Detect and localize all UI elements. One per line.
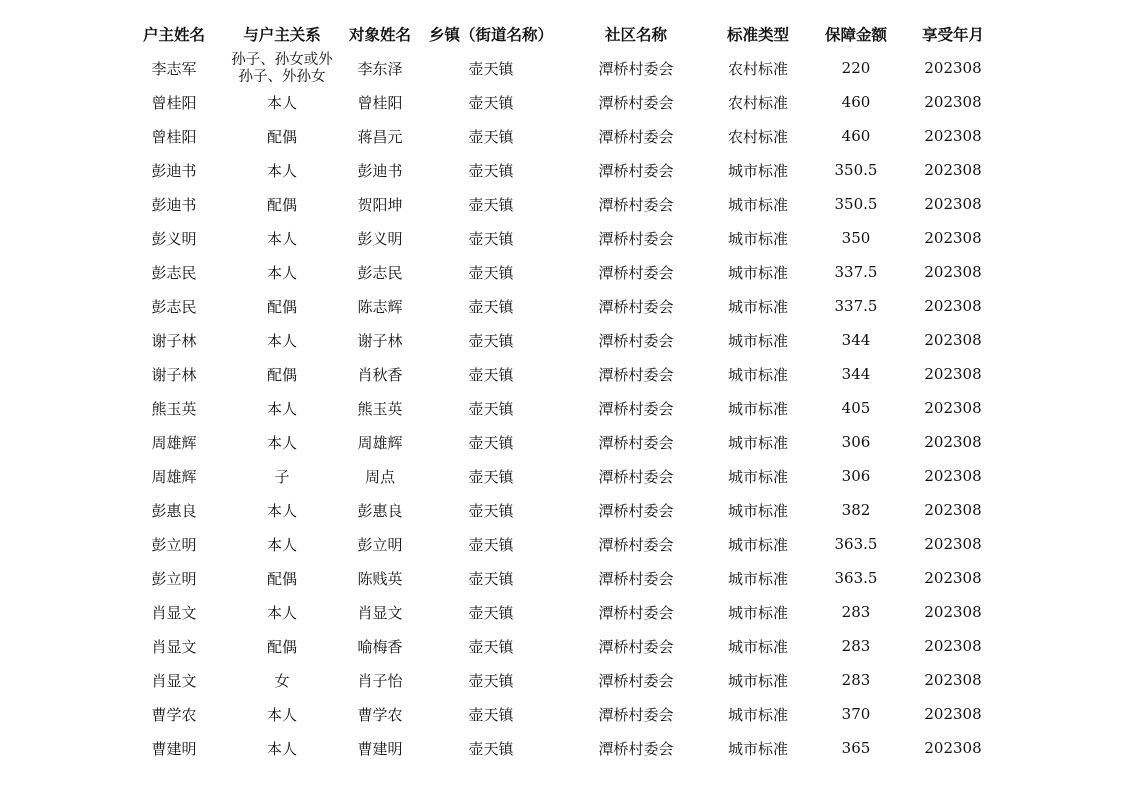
table-row <box>120 51 1020 85</box>
cell-period: 202308 <box>924 365 982 383</box>
table-row <box>120 357 1020 391</box>
table-row <box>120 289 1020 323</box>
cell-householder-name: 曾桂阳 <box>151 93 197 112</box>
cell-community: 潭桥村委会 <box>598 297 674 316</box>
table-row <box>120 119 1020 153</box>
table-row <box>120 527 1020 561</box>
cell-relation: 配偶 <box>266 297 297 316</box>
cell-standard-type: 城市标准 <box>727 433 788 452</box>
cell-community: 潭桥村委会 <box>598 59 674 78</box>
cell-amount: 337.5 <box>834 263 878 281</box>
table-row <box>120 391 1020 425</box>
cell-period: 202308 <box>924 399 982 417</box>
cell-amount: 405 <box>841 399 871 417</box>
cell-recipient-name: 周点 <box>364 467 395 486</box>
cell-town: 壶天镇 <box>468 637 514 656</box>
cell-community: 潭桥村委会 <box>598 535 674 554</box>
allowance-table <box>120 17 1020 765</box>
cell-community: 潭桥村委会 <box>598 433 674 452</box>
cell-amount: 460 <box>841 127 871 145</box>
cell-community: 潭桥村委会 <box>598 501 674 520</box>
cell-standard-type: 城市标准 <box>727 263 788 282</box>
table-row <box>120 85 1020 119</box>
cell-amount: 344 <box>841 331 871 349</box>
cell-relation: 本人 <box>266 263 297 282</box>
cell-recipient-name: 彭义明 <box>357 229 403 248</box>
cell-community: 潭桥村委会 <box>598 671 674 690</box>
cell-recipient-name: 曹学农 <box>357 705 403 724</box>
cell-town: 壶天镇 <box>468 467 514 486</box>
table-row <box>120 255 1020 289</box>
cell-community: 潭桥村委会 <box>598 93 674 112</box>
cell-householder-name: 肖显文 <box>151 637 197 656</box>
cell-householder-name: 曹建明 <box>151 739 197 758</box>
cell-standard-type: 城市标准 <box>727 569 788 588</box>
cell-community: 潭桥村委会 <box>598 637 674 656</box>
cell-period: 202308 <box>924 297 982 315</box>
cell-householder-name: 彭志民 <box>151 263 197 282</box>
cell-town: 壶天镇 <box>468 195 514 214</box>
cell-period: 202308 <box>924 229 982 247</box>
cell-town: 壶天镇 <box>468 127 514 146</box>
cell-town: 壶天镇 <box>468 229 514 248</box>
cell-standard-type: 农村标准 <box>727 93 788 112</box>
cell-standard-type: 城市标准 <box>727 195 788 214</box>
cell-period: 202308 <box>924 127 982 145</box>
cell-town: 壶天镇 <box>468 331 514 350</box>
cell-period: 202308 <box>924 195 982 213</box>
cell-recipient-name: 曹建明 <box>357 739 403 758</box>
cell-relation: 女 <box>274 671 290 690</box>
cell-standard-type: 城市标准 <box>727 467 788 486</box>
cell-standard-type: 农村标准 <box>727 127 788 146</box>
table-row <box>120 425 1020 459</box>
cell-amount: 363.5 <box>834 535 878 553</box>
cell-householder-name: 谢子林 <box>151 365 197 384</box>
cell-recipient-name: 彭迪书 <box>357 161 403 180</box>
cell-relation: 子 <box>274 467 290 486</box>
table-body <box>120 51 1020 765</box>
cell-householder-name: 彭立明 <box>151 569 197 588</box>
cell-amount: 350.5 <box>834 195 878 213</box>
cell-period: 202308 <box>924 433 982 451</box>
cell-householder-name: 彭立明 <box>151 535 197 554</box>
cell-householder-name: 肖显文 <box>151 671 197 690</box>
cell-period: 202308 <box>924 161 982 179</box>
cell-relation: 本人 <box>266 399 297 418</box>
cell-town: 壶天镇 <box>468 569 514 588</box>
cell-relation: 本人 <box>266 501 297 520</box>
cell-amount: 283 <box>841 637 871 655</box>
cell-period: 202308 <box>924 535 982 553</box>
cell-town: 壶天镇 <box>468 297 514 316</box>
cell-community: 潭桥村委会 <box>598 739 674 758</box>
table-row <box>120 459 1020 493</box>
cell-period: 202308 <box>924 569 982 587</box>
cell-recipient-name: 曾桂阳 <box>357 93 403 112</box>
cell-standard-type: 城市标准 <box>727 705 788 724</box>
table-row <box>120 493 1020 527</box>
cell-standard-type: 城市标准 <box>727 603 788 622</box>
cell-community: 潭桥村委会 <box>598 195 674 214</box>
cell-relation: 本人 <box>266 229 297 248</box>
cell-community: 潭桥村委会 <box>598 569 674 588</box>
cell-recipient-name: 陈贱英 <box>357 569 403 588</box>
cell-relation <box>228 51 336 85</box>
cell-community: 潭桥村委会 <box>598 229 674 248</box>
header-community: 社区名称 <box>604 26 667 44</box>
cell-householder-name: 李志军 <box>151 59 197 78</box>
cell-amount: 344 <box>841 365 871 383</box>
cell-householder-name: 熊玉英 <box>151 399 197 418</box>
cell-relation-line2: 孙子、外孙女 <box>238 69 326 85</box>
cell-householder-name: 曾桂阳 <box>151 127 197 146</box>
cell-period: 202308 <box>924 263 982 281</box>
cell-householder-name: 彭迪书 <box>151 161 197 180</box>
cell-town: 壶天镇 <box>468 603 514 622</box>
cell-standard-type: 城市标准 <box>727 161 788 180</box>
cell-community: 潭桥村委会 <box>598 365 674 384</box>
table-row <box>120 629 1020 663</box>
table-row <box>120 323 1020 357</box>
cell-standard-type: 城市标准 <box>727 671 788 690</box>
cell-town: 壶天镇 <box>468 671 514 690</box>
cell-town: 壶天镇 <box>468 501 514 520</box>
cell-period: 202308 <box>924 93 982 111</box>
cell-recipient-name: 喻梅香 <box>357 637 403 656</box>
cell-recipient-name: 周雄辉 <box>357 433 403 452</box>
cell-standard-type: 城市标准 <box>727 739 788 758</box>
cell-standard-type: 城市标准 <box>727 399 788 418</box>
cell-recipient-name: 彭立明 <box>357 535 403 554</box>
cell-period: 202308 <box>924 467 982 485</box>
cell-community: 潭桥村委会 <box>598 603 674 622</box>
cell-community: 潭桥村委会 <box>598 399 674 418</box>
cell-period: 202308 <box>924 705 982 723</box>
cell-relation: 本人 <box>266 603 297 622</box>
cell-householder-name: 彭迪书 <box>151 195 197 214</box>
cell-amount: 283 <box>841 603 871 621</box>
cell-recipient-name: 谢子林 <box>357 331 403 350</box>
cell-period: 202308 <box>924 603 982 621</box>
cell-community: 潭桥村委会 <box>598 263 674 282</box>
cell-householder-name: 周雄辉 <box>151 467 197 486</box>
cell-amount: 363.5 <box>834 569 878 587</box>
cell-householder-name: 周雄辉 <box>151 433 197 452</box>
cell-amount: 370 <box>841 705 871 723</box>
table-row <box>120 731 1020 765</box>
header-recipient-name: 对象姓名 <box>348 26 411 44</box>
cell-recipient-name: 肖显文 <box>357 603 403 622</box>
cell-amount: 365 <box>841 739 871 757</box>
cell-amount: 350.5 <box>834 161 878 179</box>
cell-recipient-name: 肖子怡 <box>357 671 403 690</box>
cell-amount: 306 <box>841 433 871 451</box>
cell-town: 壶天镇 <box>468 161 514 180</box>
cell-relation: 本人 <box>266 93 297 112</box>
cell-period: 202308 <box>924 671 982 689</box>
cell-relation: 本人 <box>266 535 297 554</box>
table-row <box>120 561 1020 595</box>
cell-standard-type: 城市标准 <box>727 501 788 520</box>
header-standard-type: 标准类型 <box>726 26 789 44</box>
cell-relation: 本人 <box>266 433 297 452</box>
cell-householder-name: 曹学农 <box>151 705 197 724</box>
cell-town: 壶天镇 <box>468 365 514 384</box>
cell-standard-type: 城市标准 <box>727 637 788 656</box>
cell-relation: 本人 <box>266 705 297 724</box>
table-row <box>120 153 1020 187</box>
cell-relation: 配偶 <box>266 127 297 146</box>
cell-householder-name: 彭惠良 <box>151 501 197 520</box>
header-amount: 保障金额 <box>824 26 887 44</box>
cell-standard-type: 农村标准 <box>727 59 788 78</box>
cell-town: 壶天镇 <box>468 93 514 112</box>
cell-standard-type: 城市标准 <box>727 297 788 316</box>
cell-recipient-name: 蒋昌元 <box>357 127 403 146</box>
cell-standard-type: 城市标准 <box>727 331 788 350</box>
header-period: 享受年月 <box>921 26 984 44</box>
header-town: 乡镇（街道名称） <box>428 26 553 44</box>
table-row <box>120 595 1020 629</box>
cell-standard-type: 城市标准 <box>727 365 788 384</box>
cell-recipient-name: 彭志民 <box>357 263 403 282</box>
cell-amount: 220 <box>841 59 871 77</box>
cell-recipient-name: 陈志辉 <box>357 297 403 316</box>
cell-householder-name: 彭义明 <box>151 229 197 248</box>
cell-recipient-name: 肖秋香 <box>357 365 403 384</box>
cell-householder-name: 谢子林 <box>151 331 197 350</box>
cell-relation: 本人 <box>266 331 297 350</box>
table-row <box>120 221 1020 255</box>
header-relation: 与户主关系 <box>243 26 321 44</box>
cell-householder-name: 肖显文 <box>151 603 197 622</box>
cell-period: 202308 <box>924 739 982 757</box>
cell-amount: 460 <box>841 93 871 111</box>
cell-relation: 配偶 <box>266 569 297 588</box>
cell-recipient-name: 彭惠良 <box>357 501 403 520</box>
cell-town: 壶天镇 <box>468 739 514 758</box>
cell-town: 壶天镇 <box>468 59 514 78</box>
cell-amount: 337.5 <box>834 297 878 315</box>
cell-town: 壶天镇 <box>468 535 514 554</box>
cell-amount: 306 <box>841 467 871 485</box>
cell-community: 潭桥村委会 <box>598 705 674 724</box>
cell-community: 潭桥村委会 <box>598 127 674 146</box>
cell-standard-type: 城市标准 <box>727 229 788 248</box>
cell-community: 潭桥村委会 <box>598 467 674 486</box>
cell-recipient-name: 熊玉英 <box>357 399 403 418</box>
cell-relation: 本人 <box>266 739 297 758</box>
cell-period: 202308 <box>924 501 982 519</box>
cell-period: 202308 <box>924 331 982 349</box>
cell-community: 潭桥村委会 <box>598 161 674 180</box>
cell-relation: 配偶 <box>266 195 297 214</box>
cell-recipient-name: 贺阳坤 <box>357 195 403 214</box>
cell-period: 202308 <box>924 637 982 655</box>
cell-amount: 350 <box>841 229 871 247</box>
header-householder-name: 户主姓名 <box>142 26 205 44</box>
cell-householder-name: 彭志民 <box>151 297 197 316</box>
table-row <box>120 697 1020 731</box>
cell-relation: 配偶 <box>266 365 297 384</box>
cell-standard-type: 城市标准 <box>727 535 788 554</box>
table-row <box>120 187 1020 221</box>
cell-town: 壶天镇 <box>468 263 514 282</box>
table-row <box>120 663 1020 697</box>
cell-period: 202308 <box>924 59 982 77</box>
cell-amount: 283 <box>841 671 871 689</box>
cell-relation-line1: 孙子、孙女或外 <box>231 52 333 68</box>
cell-amount: 382 <box>841 501 871 519</box>
cell-recipient-name: 李东泽 <box>357 59 403 78</box>
table-header-row <box>120 17 1020 51</box>
cell-town: 壶天镇 <box>468 433 514 452</box>
cell-community: 潭桥村委会 <box>598 331 674 350</box>
cell-relation: 本人 <box>266 161 297 180</box>
cell-town: 壶天镇 <box>468 399 514 418</box>
cell-town: 壶天镇 <box>468 705 514 724</box>
cell-relation: 配偶 <box>266 637 297 656</box>
